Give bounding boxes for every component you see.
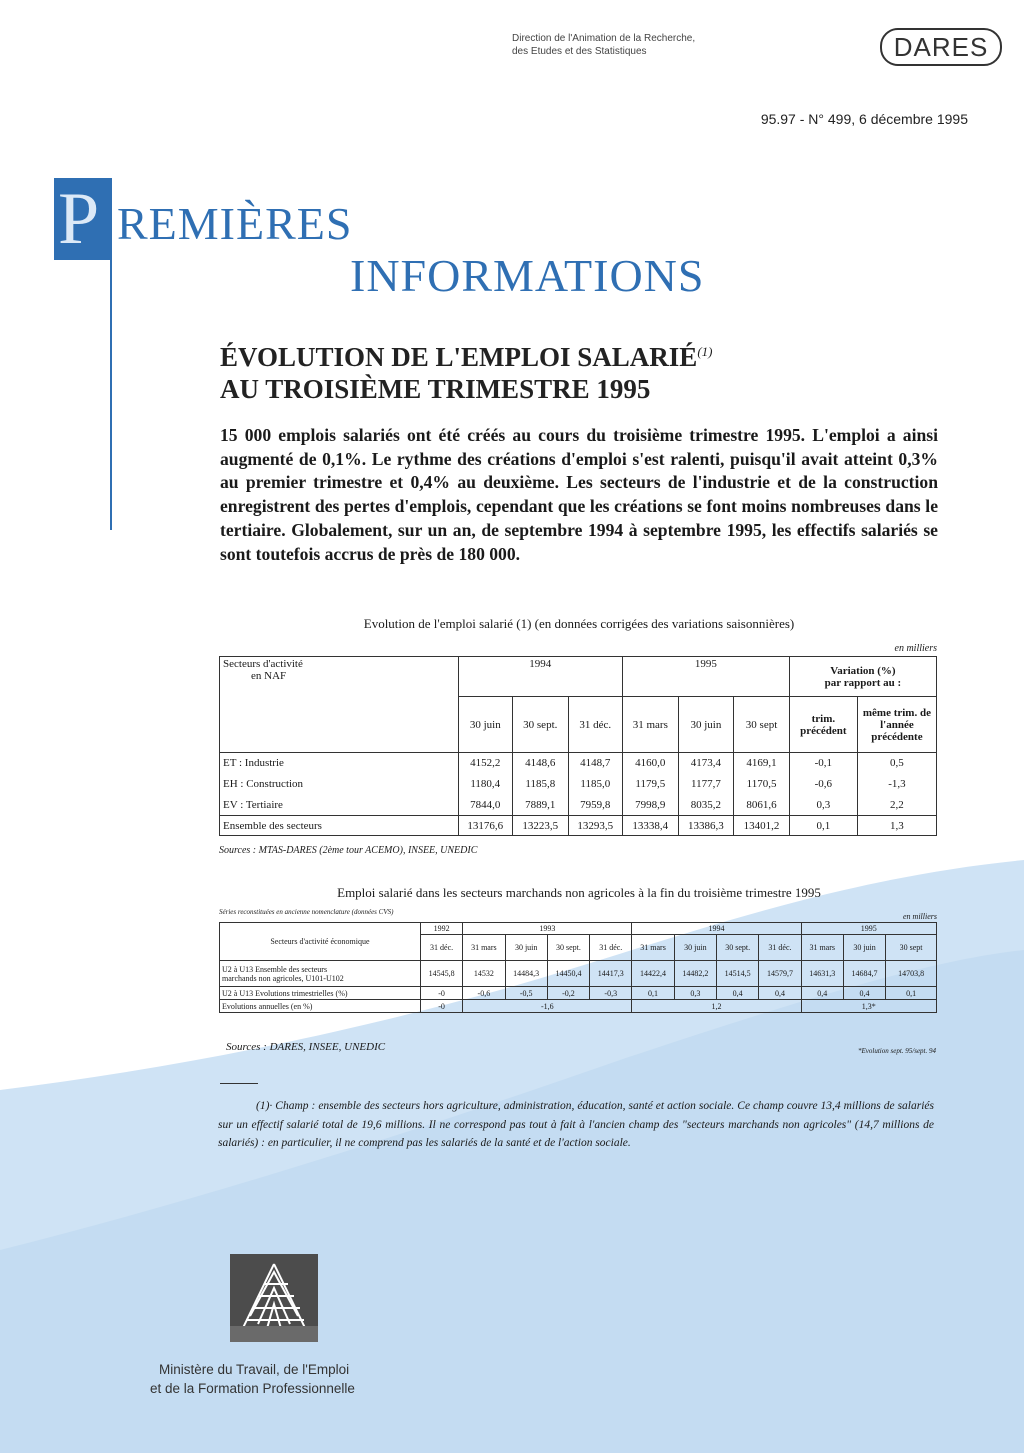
cell: 14703,8 (886, 961, 937, 987)
lead-paragraph: 15 000 emplois salariés ont été créés au cours du troisième trimestre 1995. L'emploi a ainsi augmenté de 0,1%. Le rythme des créations d'emploi s'est ralenti, puisqu'il avait atteint 0,3% au premier trimestre et 0,4% au deuxième. Les secteurs de l'industrie et de la construction enregistrent des pertes d'emplois, cependant que les créations se font moins nombreuses dans le tertiaire. Globalement, sur un an, de septembre 1994 à septembre 1995, les effectifs salariés se sont toutefois accrus de près de 180 000. (220, 425, 938, 564)
var-header-l2: par rapport au : (824, 676, 902, 689)
period-header: 30 sept (734, 697, 790, 753)
cell: 7889,1 (512, 795, 568, 816)
cell: 1,3* (801, 1000, 936, 1013)
period-header: 30 juin (458, 697, 512, 753)
cell: 0,4 (801, 987, 843, 1000)
cell: -0,6 (463, 987, 505, 1000)
cell: 14482,2 (674, 961, 716, 987)
table1-source: Sources : MTAS-DARES (2ème tour ACEMO), INSEE, UNEDIC (219, 845, 478, 856)
cell: 13386,3 (678, 816, 734, 836)
cell: 0,4 (843, 987, 885, 1000)
cell: 13293,5 (568, 816, 622, 836)
period-header: 30 juin (505, 935, 547, 961)
table1-var-header (789, 657, 936, 697)
row-label-l1: U2 à U13 Ensemble des secteurs (222, 964, 328, 974)
year-header: 1992 (420, 923, 462, 935)
sector-header-l1: Secteurs d'activité (223, 658, 303, 670)
table1-caption: Evolution de l'emploi salarié (1) (en données corrigées des variations saisonnières) (363, 616, 795, 631)
cell: 0,4 (759, 987, 801, 1000)
table-row-total (220, 816, 937, 836)
cell: -0 (420, 987, 462, 1000)
cell: 14545,8 (420, 961, 462, 987)
row-label: Evolutions annuelles (en %) (220, 1000, 421, 1013)
cell: 13401,2 (734, 816, 790, 836)
period-header: 31 mars (463, 935, 505, 961)
table-row (220, 1000, 937, 1013)
cell: 1185,8 (512, 774, 568, 795)
cell: -0,1 (789, 753, 857, 774)
table-row (220, 774, 937, 795)
table2-unit: en milliers (903, 912, 937, 921)
cell: -0 (420, 1000, 462, 1013)
cell: 14417,3 (590, 961, 632, 987)
cell: -1,3 (857, 774, 936, 795)
period-header: 30 sept. (512, 697, 568, 753)
cell: 4173,4 (678, 753, 734, 774)
row-label: EV : Tertiaire (220, 795, 459, 816)
cell: 0,1 (886, 987, 937, 1000)
cell: 13176,6 (458, 816, 512, 836)
var-col-header: même trim. de l'année précédente (857, 697, 936, 753)
table-row (220, 753, 937, 774)
cell: 4160,0 (622, 753, 678, 774)
cell: 14484,3 (505, 961, 547, 987)
footnote-rule (220, 1083, 258, 1084)
cell: 1185,0 (568, 774, 622, 795)
row-label (220, 961, 421, 987)
period-header: 31 mars (801, 935, 843, 961)
row-label: EH : Construction (220, 774, 459, 795)
table1-sector-header (220, 657, 459, 753)
title-footnote-ref: (1) (697, 344, 713, 359)
sector-header-l2: en NAF (251, 670, 287, 682)
cell: 0,1 (632, 987, 674, 1000)
period-header: 30 juin (674, 935, 716, 961)
row-label-l2: marchands non agricoles, U101-U102 (222, 973, 344, 983)
masthead-vertical-rule (110, 260, 112, 530)
table1-unit: en milliers (894, 643, 937, 654)
cell: 14514,5 (717, 961, 759, 987)
cell: 14631,3 (801, 961, 843, 987)
cell: 2,2 (857, 795, 936, 816)
masthead-line-1: REMIÈRES (117, 198, 353, 249)
row-label: ET : Industrie (220, 753, 459, 774)
period-header: 31 mars (622, 697, 678, 753)
period-header: 30 sept. (717, 935, 759, 961)
issue-number: 95.97 - N° 499, 6 décembre 1995 (760, 111, 968, 127)
article-title-line-2: AU TROISIÈME TRIMESTRE 1995 (220, 374, 651, 404)
cell: 1170,5 (734, 774, 790, 795)
cell: 4169,1 (734, 753, 790, 774)
table-row (220, 961, 937, 987)
year-header: 1993 (463, 923, 632, 935)
period-header: 31 mars (632, 935, 674, 961)
row-label: U2 à U13 Evolutions trimestrielles (%) (220, 987, 421, 1000)
cell: 14422,4 (632, 961, 674, 987)
cell: 1177,7 (678, 774, 734, 795)
agency-line-1: Direction de l'Animation de la Recherche, (512, 33, 696, 44)
var-col-header: trim. précédent (789, 697, 857, 753)
period-header: 31 déc. (590, 935, 632, 961)
cell: 0,5 (857, 753, 936, 774)
cell: -0,6 (789, 774, 857, 795)
cell: 0,3 (789, 795, 857, 816)
period-header: 30 juin (678, 697, 734, 753)
cell: 14684,7 (843, 961, 885, 987)
cell: 13338,4 (622, 816, 678, 836)
table2-caption: Emploi salarié dans les secteurs marchands non agricoles à la fin du troisième trimestre 1995 (337, 885, 821, 900)
period-header: 31 déc. (568, 697, 622, 753)
cell: 13223,5 (512, 816, 568, 836)
cell: 0,4 (717, 987, 759, 1000)
agency-name (512, 32, 695, 58)
ministry-logo (230, 1254, 318, 1342)
cell: 8035,2 (678, 795, 734, 816)
cell: 1,2 (632, 1000, 801, 1013)
period-header: 31 déc. (759, 935, 801, 961)
agency-line-2: des Etudes et des Statistiques (512, 46, 647, 57)
cell: 0,3 (674, 987, 716, 1000)
table2-sector-header: Secteurs d'activité économique (220, 923, 421, 961)
table2-note: Séries reconstituées en ancienne nomenclature (données CVS) (219, 908, 394, 916)
cell: 7844,0 (458, 795, 512, 816)
ministry-logo-icon (230, 1254, 318, 1342)
table2 (219, 922, 937, 1013)
cell: -0,2 (547, 987, 589, 1000)
ministry-line-1: Ministère du Travail, de l'Emploi (159, 1362, 350, 1377)
table2-source: Sources : DARES, INSEE, UNEDIC (226, 1041, 386, 1053)
article-title-line-1: ÉVOLUTION DE L'EMPLOI SALARIÉ (220, 342, 698, 372)
cell: 8061,6 (734, 795, 790, 816)
cell: 4148,6 (512, 753, 568, 774)
row-label: Ensemble des secteurs (220, 816, 459, 836)
period-header: 30 juin (843, 935, 885, 961)
table2-footnote: *Evolution sept. 95/sept. 94 (858, 1047, 936, 1055)
cell: -0,3 (590, 987, 632, 1000)
ministry-name (150, 1360, 355, 1398)
period-header: 30 sept. (547, 935, 589, 961)
period-header: 31 déc. (420, 935, 462, 961)
table1 (219, 656, 937, 836)
cell: 7998,9 (622, 795, 678, 816)
table-row (220, 795, 937, 816)
dares-badge: DARES (880, 28, 1002, 66)
cell: 7959,8 (568, 795, 622, 816)
var-header-l1: Variation (%) (830, 664, 896, 677)
masthead-line-2: INFORMATIONS (350, 250, 705, 301)
year-header: 1995 (801, 923, 936, 935)
cell: 1180,4 (458, 774, 512, 795)
footnote: (1)· Champ : ensemble des secteurs hors agriculture, administration, éducation, santé et action sociale. Ce champ couvre 13,4 millions de salariés sur un effectif salarié total de 19,6 millions. Il ne correspond pas tout à fait à l'ancien champ des "secteurs marchands non agricoles" (14,7 millions de salariés) : en particulier, il ne comprend pas les salariés de la santé et de l'action sociale. (218, 1100, 934, 1149)
cell: -0,5 (505, 987, 547, 1000)
ministry-line-2: et de la Formation Professionnelle (150, 1381, 355, 1396)
year-header: 1994 (632, 923, 801, 935)
cell: 4148,7 (568, 753, 622, 774)
table1-year-1995: 1995 (622, 657, 789, 697)
article-title (220, 336, 712, 405)
cell: 1179,5 (622, 774, 678, 795)
cell: 4152,2 (458, 753, 512, 774)
period-header: 30 sept (886, 935, 937, 961)
table-row (220, 987, 937, 1000)
cell: 14450,4 (547, 961, 589, 987)
cell: 0,1 (789, 816, 857, 836)
cell: 14579,7 (759, 961, 801, 987)
cell: 14532 (463, 961, 505, 987)
cell: -1,6 (463, 1000, 632, 1013)
table1-year-1994: 1994 (458, 657, 622, 697)
cell: 1,3 (857, 816, 936, 836)
masthead-initial: P (58, 178, 100, 260)
